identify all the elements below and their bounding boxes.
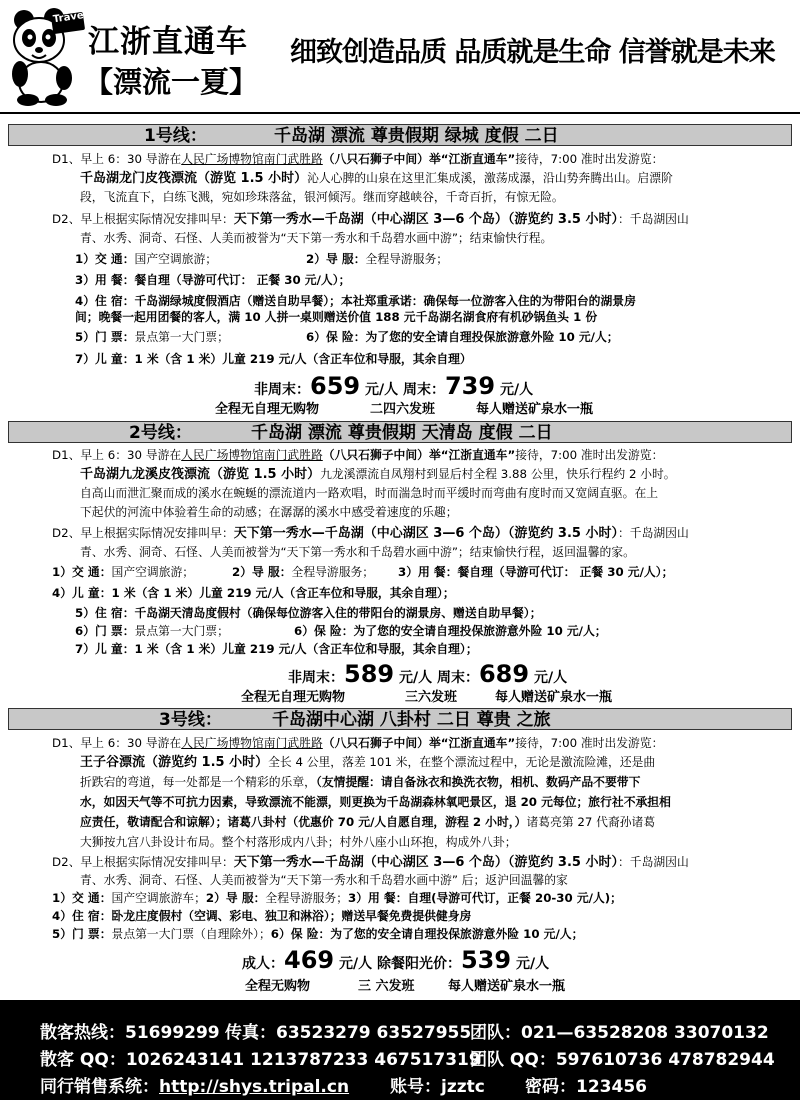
- route3-note-c: 每人赠送矿泉水一瓶: [448, 979, 566, 994]
- route1-item4a: 4）住 宿：千岛湖绿城度假酒店（赠送自助早餐）；本社郑重承诺：确保每一位游客入住的为带阳台的湖景房: [75, 294, 636, 308]
- route1-d2-line2: 青、水秀、洞奇、石怪、人美而被誉为“天下第一秀水和千岛碧水画中游”；结束愉快行程。: [80, 231, 553, 245]
- route1-item1: 1）交 通：国产空调旅游；: [75, 252, 218, 266]
- route2-header: [8, 421, 792, 443]
- route3-d1-line1: D1、早上 6：30 导游在人民广场博物馆南门武胜路（八只石狮子中间）举“江浙直通车”接待，7:00 准时出发游览：: [52, 736, 664, 750]
- route3-d1-line2: 王子谷漂流（游览约 1.5 小时）全长 4 公里，落差 101 米，在整个漂流过程中，无论是激流险滩，还是曲: [80, 755, 656, 770]
- route2-item3: 3）用 餐：餐自理（导游可代订： 正餐 30 元/人）；: [398, 565, 674, 579]
- route1-price: 非周末：659 元/人 周末：739 元/人: [254, 372, 534, 400]
- contact-footer: [0, 1000, 800, 1100]
- route1-d2-line1: D2、早上根据实际情况安排叫早：天下第一秀水—千岛湖（中心湖区 3—6 个岛）（游览约 3.5 小时）：千岛湖因山: [52, 212, 689, 227]
- route1-item2: 2）导 服：全程导游服务；: [306, 252, 449, 266]
- route3-d1-line6: 大狮按九宫八卦设计布局。整个村落形成内八卦；村外八座小山环抱，构成外八卦；: [80, 835, 517, 849]
- route2-item6b: 6）保 险：为了您的安全请自理投保旅游意外险 10 元/人；: [294, 624, 607, 638]
- route2-d2-line2: 青、水秀、洞奇、石怪、人美而被誉为“天下第一秀水和千岛碧水画中游”；结束愉快行程，返回温馨的家。: [80, 545, 635, 559]
- route3-item4: 4）住 宿：卧龙庄度假村（空调、彩电、独卫和淋浴）；赠送早餐免费提供健身房: [52, 909, 472, 923]
- route1-note-b: 二四六发班: [370, 402, 436, 417]
- route3-d1-line3: 折跌宕的弯道，每一处都是一个精彩的乐章，（友情提醒：请自备泳衣和换洗衣物，相机、数码产品不要带下: [80, 775, 641, 789]
- route1-item5: 5）门 票：景点第一大门票；: [75, 330, 229, 344]
- route2-title: 千岛湖 漂流 尊贵假期 天清岛 度假 二日: [251, 423, 553, 443]
- route3-price: 成人：469 元/人 除餐阳光价：539 元/人: [242, 946, 550, 974]
- footer-password: 密码：123456: [525, 1077, 647, 1097]
- route2-note-c: 每人赠送矿泉水一瓶: [495, 690, 613, 705]
- route1-note-a: 全程无自理无购物: [215, 402, 320, 417]
- route2-d1-line1: D1、早上 6：30 导游在人民广场博物馆南门武胜路（八只石狮子中间）举“江浙直通车”接待，7:00 准时出发游览：: [52, 448, 664, 462]
- footer-qq: 散客 QQ：1026243141 1213787233 467517319: [40, 1050, 481, 1070]
- route1-d1-line1: D1、早上 6：30 导游在人民广场博物馆南门武胜路（八只石狮子中间）举“江浙直通车”接待，7:00 准时出发游览：: [52, 152, 664, 166]
- header: [0, 0, 800, 110]
- route3-note-b: 三 六发班: [358, 979, 415, 994]
- slogan: 细致创造品质 品质就是生命 信誉就是未来: [290, 37, 775, 68]
- route1-note-c: 每人赠送矿泉水一瓶: [476, 402, 594, 417]
- route3-d1-line4: 水，如因天气等不可抗力因素，导致漂流不能漂，则更换为千岛湖森林氧吧景区，退 20 元每位；旅行社不承担相: [80, 795, 671, 809]
- route1-d1-line3: 段，飞流直下，白练飞溅，宛如珍珠落盆，银河倾泻。继而穿越峡谷，千奇百折，有惊无险。: [80, 190, 564, 204]
- route1-number: 1号线：: [144, 126, 207, 146]
- route2-item6: 6）门 票：景点第一大门票；: [75, 624, 229, 638]
- route2-number: 2号线：: [129, 423, 192, 443]
- route3-item1: 1）交 通：国产空调旅游车；2）导 服：全程导游服务；3）用 餐：自理(导游可代订，正餐 20-30 元/人)；: [52, 891, 622, 905]
- route2-item2: 2）导 服：全程导游服务；: [232, 565, 375, 579]
- route1-d1-line2: 千岛湖龙门皮筏漂流（游览 1.5 小时）沁人心脾的山泉在这里汇集成溪，激荡成瀑，沿山势奔腾出山。启漂阶: [80, 171, 673, 186]
- header-divider: [0, 112, 800, 114]
- route3-note-a: 全程无购物: [245, 979, 311, 994]
- route2-item7: 7）儿 童：1 米（含 1 米）儿童 219 元/人（含正车位和导服，其余自理）；: [75, 642, 478, 656]
- brand-title: 江浙直通车: [88, 24, 248, 60]
- route2-note-a: 全程无自理无购物: [241, 690, 346, 705]
- route2-price: 非周末：589 元/人 周末：689 元/人: [288, 660, 568, 688]
- route2-item5: 5）住 宿：千岛湖天清岛度假村（确保每位游客入住的带阳台的湖景房、赠送自助早餐）；: [75, 606, 542, 620]
- footer-team-qq: 团队 QQ：597610736 478782944: [470, 1050, 775, 1070]
- route2-d1-line3: 自高山而泄汇聚而成的溪水在蜿蜒的漂流道内一路欢唱，时而湍急时而平缓时而弯曲有度时而又宽阔直驱。在上: [80, 486, 659, 500]
- route2-item4: 4）儿 童：1 米（含 1 米）儿童 219 元/人（含正车位和导服，其余自理）；: [52, 586, 455, 600]
- route1-item7: 7）儿 童：1 米（含 1 米）儿童 219 元/人（含正车位和导服，其余自理）: [75, 352, 472, 366]
- route2-item1: 1）交 通：国产空调旅游；: [52, 565, 195, 579]
- route3-d2-line1: D2、早上根据实际情况安排叫早：天下第一秀水—千岛湖（中心湖区 3—6 个岛）（游览约 3.5 小时）：千岛湖因山: [52, 855, 689, 870]
- brand-subtitle: 【漂流一夏】: [84, 65, 259, 99]
- route1-header: [8, 124, 792, 146]
- footer-account: 账号：jzztc: [390, 1077, 485, 1097]
- footer-sales-system: 同行销售系统：http://shys.tripal.cn: [40, 1077, 350, 1097]
- route3-d1-line5: 应责任，敬请配合和谅解）；诸葛八卦村（优惠价 70 元/人自愿自理，游程 2 小时，）诸葛亮第 27 代裔孙诸葛: [80, 815, 656, 829]
- route1-item6: 6）保 险：为了您的安全请自理投保旅游意外险 10 元/人；: [306, 330, 619, 344]
- footer-team-phone: 团队：021—63528208 33070132: [470, 1023, 769, 1043]
- route1-item3: 3）用 餐：餐自理（导游可代订： 正餐 30 元/人）；: [75, 273, 351, 287]
- route3-title: 千岛湖中心湖 八卦村 二日 尊贵 之旅: [272, 710, 551, 730]
- footer-fax: 传真：63523279 63527955: [225, 1023, 472, 1043]
- route2-d1-line2: 千岛湖九龙溪皮筏漂流（游览 1.5 小时）九龙溪漂流自凤翔村到显后村全程 3.88 公里，快乐行程约 2 小时。: [80, 467, 676, 482]
- route3-number: 3号线：: [159, 710, 222, 730]
- route2-note-b: 三六发班: [405, 690, 458, 705]
- route2-d1-line4: 下起伏的河流中体验着生命的动感；在潺潺的溪水中感受着速度的乐趣；: [80, 505, 458, 519]
- travel-badge: Travel: [52, 9, 88, 26]
- route1-title: 千岛湖 漂流 尊贵假期 绿城 度假 二日: [274, 126, 559, 146]
- route2-d2-line1: D2、早上根据实际情况安排叫早：天下第一秀水—千岛湖（中心湖区 3—6 个岛）（游览约 3.5 小时）：千岛湖因山: [52, 526, 689, 541]
- route3-header: [8, 708, 792, 730]
- route3-d2-line2: 青、水秀、洞奇、石怪、人美而被誉为“天下第一秀水和千岛碧水画中游” 后；返沪回温馨的家: [80, 873, 568, 887]
- footer-hotline: 散客热线：51699299: [40, 1023, 220, 1043]
- route3-item5: 5）门 票：景点第一大门票（自理除外）；6）保 险：为了您的安全请自理投保旅游意外险 10 元/人；: [52, 927, 584, 941]
- route1-item4b: 间；晚餐一起用团餐的客人，满 10 人拼一桌则赠送价值 188 元千岛湖名湖食府有机砂锅鱼头 1 份: [75, 310, 598, 324]
- sales-system-link[interactable]: http://shys.tripal.cn: [159, 1077, 350, 1097]
